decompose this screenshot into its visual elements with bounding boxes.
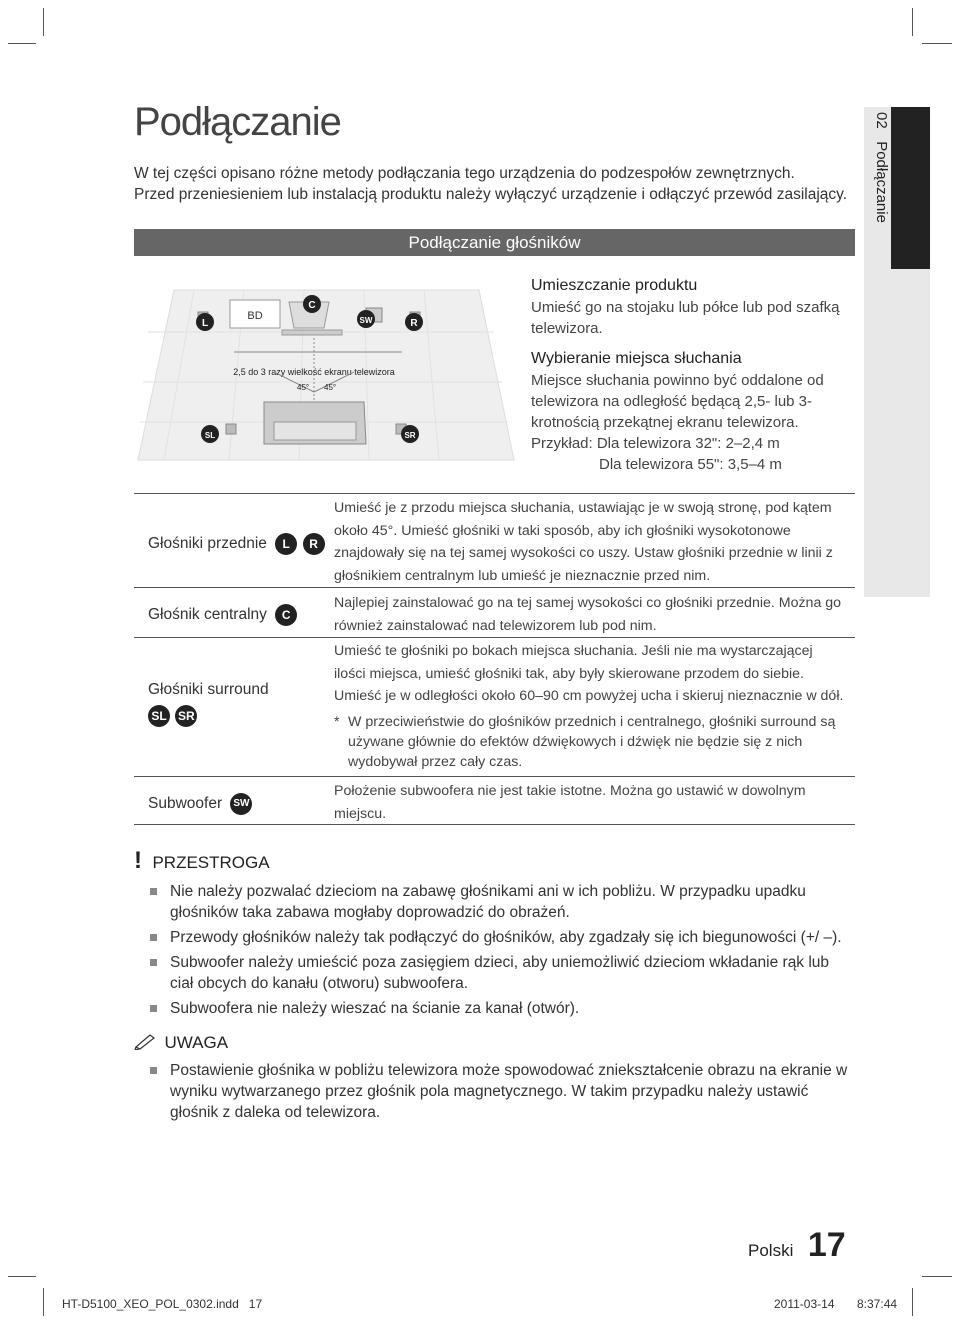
placement-block	[531, 277, 851, 339]
badge-sl: SL	[204, 431, 216, 440]
caution-title: PRZESTROGA	[152, 853, 270, 872]
listening-example: Dla telewizora 55": 3,5–4 m	[599, 456, 782, 473]
angle-left-label: 45°	[297, 383, 310, 392]
note-marker: *	[334, 714, 340, 730]
speaker-badge: R	[303, 533, 325, 555]
list-item-text: Nie należy pozwalać dzieciom na zabawę głośnikami ani w ich pobliżu. W przypadku upadku głośników taka zabawa mogłaby doprowadzić do obrażeń.	[170, 883, 806, 921]
speaker-badge: SW	[230, 793, 252, 815]
speaker-badge: SR	[175, 705, 197, 727]
note-heading	[134, 1032, 228, 1053]
listening-heading: Wybieranie miejsca słuchania	[531, 350, 742, 367]
listening-block	[531, 350, 851, 475]
crop-mark	[43, 1288, 44, 1316]
list-item	[148, 998, 848, 1019]
table-row-desc: Najlepiej zainstalować go na tej samej wysokości co głośniki przednie. Można go również zainstalować nad telewizorem lub pod nim.	[334, 595, 842, 634]
table-row-desc: Umieść je z przodu miejsca słuchania, ustawiając je w swoją stronę, pod kątem około 45°. Umieść głośniki w taki sposób, aby ich głośniki wysokotonowe znajdowały się na tej samej wysokości co uszy. Ustaw głośniki przednie w linii z głośnikiem centralnym lub umieść je nieznacznie przed nim.	[334, 500, 833, 584]
table-divider	[134, 776, 855, 777]
table-row-label	[148, 793, 252, 815]
table-row-desc: Umieść te głośniki po bokach miejsca słuchania. Jeśli nie ma wystarczającej ilości miejsca, umieść głośniki tak, aby były skierowane przodem do siebie. Umieść je w odległości około 60–90 cm powyżej ucha i skieruj nieznacznie w dół.	[334, 643, 844, 704]
listening-text: Miejsce słuchania powinno być oddalone od telewizora na odległość będącą 2,5- lub 3-krotnością przekątnej ekranu telewizora.	[531, 372, 824, 431]
caution-marker: !	[134, 847, 142, 874]
surround-left-speaker	[226, 424, 236, 434]
speaker-badge: C	[275, 604, 297, 626]
crop-mark	[8, 43, 36, 44]
page-title: Podłączanie	[134, 100, 341, 144]
crop-mark	[922, 1276, 952, 1277]
note-title: UWAGA	[164, 1033, 229, 1052]
listening-example: Przykład: Dla telewizora 32": 2–2,4 m	[531, 435, 780, 452]
row-label-text: Głośniki przednie	[148, 535, 267, 553]
badge-sr: SR	[404, 431, 416, 440]
surround-note	[334, 712, 844, 772]
list-item	[148, 952, 848, 994]
note-list	[148, 1060, 848, 1127]
footer-file: HT-D5100_XEO_POL_0302.indd 17	[62, 1297, 263, 1311]
side-tab-marker	[891, 107, 930, 269]
side-tab-text	[866, 112, 890, 262]
table-row-label	[148, 681, 269, 727]
side-tab-number: 02	[873, 112, 890, 129]
table-row-desc: Położenie subwoofera nie jest takie istotne. Można go ustawić w dowolnym miejscu.	[334, 783, 806, 822]
placement-heading: Umieszczanie produktu	[531, 277, 698, 294]
table-divider	[134, 493, 855, 494]
intro-line: W tej części opisano różne metody podłączania tego urządzenia do podzespołów zewnętrznych.	[134, 165, 795, 182]
table-divider	[134, 637, 855, 638]
placement-text: Umieść go na stojaku lub półce lub pod szafką telewizora.	[531, 299, 840, 337]
intro-line: Przed przeniesieniem lub instalacją produktu należy wyłączyć urządzenie i odłączyć przewód zasilający.	[134, 186, 848, 203]
intro	[134, 163, 854, 205]
list-item-text: Subwoofera nie należy wieszać na ścianie za kanał (otwór).	[170, 1000, 580, 1017]
badge-sw: SW	[359, 316, 373, 325]
table-divider	[134, 587, 855, 588]
badge-c: C	[308, 300, 316, 311]
section-title: Podłączanie głośników	[134, 229, 855, 256]
list-item	[148, 927, 848, 948]
side-tab-label: Podłączanie	[873, 141, 890, 223]
crop-mark	[43, 8, 44, 36]
footer-language: Polski	[748, 1241, 794, 1260]
row-label-text: Subwoofer	[148, 795, 223, 813]
badge-r: R	[410, 318, 418, 329]
caution-heading	[134, 847, 270, 875]
pencil-icon	[134, 1032, 160, 1050]
list-item-text: Przewody głośników należy tak podłączyć do głośników, aby zgadzały się ich biegunowości (+/ –).	[170, 929, 842, 946]
table-row-label	[148, 533, 325, 555]
footer-time: 8:37:44	[857, 1297, 898, 1311]
distance-label: 2,5 do 3 razy wielkość ekranu telewizora	[233, 367, 395, 377]
page-number: 17	[807, 1226, 846, 1264]
crop-mark	[912, 8, 913, 36]
speaker-badge: L	[275, 533, 297, 555]
list-item	[148, 881, 848, 923]
page-footer	[748, 1226, 846, 1265]
row-label-text: Głośnik centralny	[148, 606, 267, 624]
list-item-text: Subwoofer należy umieścić poza zasięgiem dzieci, aby uniemożliwić dzieciom wkładanie rąk lub ciał obcych do kanału (otworu) subwoofera.	[170, 954, 830, 992]
speaker-layout-diagram	[134, 272, 519, 464]
crop-mark	[912, 1288, 913, 1316]
row-label-text: Głośniki surround	[148, 681, 269, 698]
badge-l: L	[201, 318, 209, 329]
note-text: W przeciwieństwie do głośników przednich i centralnego, głośniki surround są używane głównie do efektów dźwiękowych i dźwięk nie będzie się z nich wydobywał przez cały czas.	[348, 714, 836, 770]
list-item-text: Postawienie głośnika w pobliżu telewizora może spowodować zniekształcenie obrazu na ekranie w wyniku wytwarzanego przez głośnik pola magnetycznego. W takim przypadku należy ustawić głośnik z daleka od telewizora.	[170, 1062, 848, 1121]
list-item	[148, 1060, 848, 1123]
tv-stand	[282, 330, 342, 335]
bd-label: BD	[247, 310, 263, 322]
footer-date: 2011-03-14	[774, 1297, 835, 1311]
table-row-label	[148, 604, 297, 626]
caution-list	[148, 881, 848, 1023]
table-divider	[134, 824, 855, 825]
crop-mark	[922, 43, 952, 44]
angle-right-label: 45°	[324, 383, 337, 392]
crop-mark	[8, 1276, 36, 1277]
speaker-badge: SL	[148, 705, 170, 727]
